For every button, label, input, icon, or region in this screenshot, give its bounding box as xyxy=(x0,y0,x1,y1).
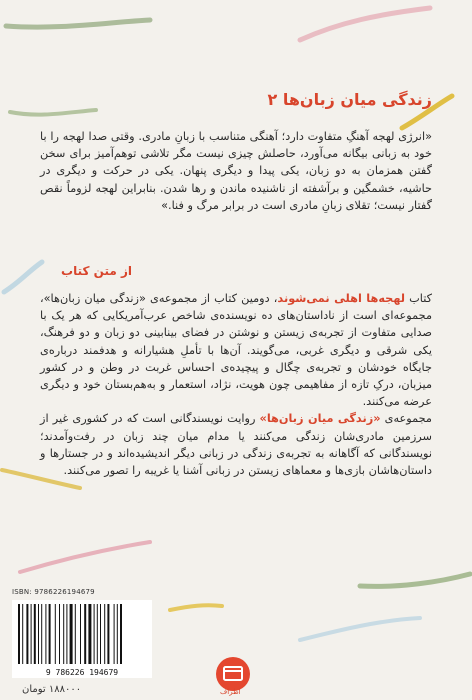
barcode-bar xyxy=(49,604,51,664)
barcode-bar xyxy=(114,604,115,664)
publisher-name: اطراف xyxy=(220,688,241,696)
barcode-bar xyxy=(41,604,42,664)
barcode-bar xyxy=(84,604,86,664)
barcode-bar xyxy=(80,604,81,664)
barcode-bar xyxy=(26,604,28,664)
barcode-bar xyxy=(66,604,67,664)
barcode-bar xyxy=(45,604,46,664)
barcode-bar xyxy=(88,604,91,664)
barcode-bar xyxy=(55,604,56,664)
barcode-bar xyxy=(75,604,76,664)
series-title xyxy=(267,90,432,109)
barcode-bar xyxy=(97,604,98,664)
quote-paragraph: «انرژی لهجه آهنگِ متفاوت دارد؛ آهنگی متناسب با زبانِ مادری. وقتی صدا لهجه را با خود به زبانی بیگانه می‌آورد، حاصلش چیزی نیست مگر تلاشی توهم‌آمیز برای سخن گفتن همزمان به دو زبان، یکی پیدا و دیگری پنهان. یکی در حرکت و دیگری در حاشیه، خشمگین و برآشفته از ناشنیده ماندن و رها شدن. بنابراین لهجه لزوماً نقص گفتار نیست؛ تقلای زبانِ مادری است در برابر مرگ و فنا.» xyxy=(40,130,432,212)
barcode-bar xyxy=(120,604,122,664)
barcode-bar xyxy=(100,604,101,664)
desc-p2-before: مجموعه‌ی xyxy=(380,412,432,426)
barcode-bar xyxy=(63,604,64,664)
desc-p1-before: کتاب xyxy=(405,292,432,305)
barcode-bar xyxy=(18,604,20,664)
quote-source: از متن کتاب xyxy=(61,264,132,278)
barcode-bar xyxy=(117,604,118,664)
barcode-bar xyxy=(22,604,23,664)
barcode-bar xyxy=(107,604,109,664)
price: ۱۸۸۰۰۰ تومان xyxy=(22,684,82,695)
barcode-bar xyxy=(31,604,32,664)
series-title-text: زندگی میان زبان‌ها xyxy=(282,90,432,109)
isbn-label: ISBN: 9786226194679 xyxy=(12,588,95,596)
barcode-bar xyxy=(34,604,36,664)
barcode-bar xyxy=(59,604,60,664)
barcode-bar xyxy=(38,604,39,664)
series-number: ۲ xyxy=(267,90,278,109)
barcode xyxy=(12,600,152,678)
barcode-bar xyxy=(104,604,105,664)
series-name-highlight: «زندگی میان زبان‌ها» xyxy=(259,412,381,426)
publisher-logo xyxy=(215,656,251,692)
desc-p2-after: روایت نویسندگانی است که در کشوری غیر از سرزمین مادری‌شان زندگی می‌کنند یا مدام میان چند زبان در رفت‌وآمدند؛ نویسندگانی که آگاهانه به تجربه‌ی زندگی در زبانی دیگر اندیشیده‌اند و در جستارها و داستان‌هاشان بازی‌ها و معماهای زیستن در زبانی آشنا یا غریبه را تصور می‌کنند. xyxy=(40,412,432,478)
book-description xyxy=(40,290,432,479)
barcode-bar xyxy=(70,604,73,664)
desc-p1-after: ، دومین کتاب از مجموعه‌ی «زندگی میان زبان‌ها»، مجموعه‌ای است از ناداستان‌های ده نویسنده‌ی شاخص عرب‌آمریکایی که هر یک با صدایی متفاوت از تجربه‌ی زیستن و نوشتن در فضای بینابینی دو زبان و دو فرهنگ، یکی شرقی و دیگری غربی، می‌گویند. آن‌ها با تأملِ هشیارانه و هدفمند درباره‌ی جایگاه خودشان و تجربه‌ی چگال و پیچیده‌ی احساس غربت در وطن و در کشور میزبان، درکِ تازه از مفاهیمی چون هویت، نژاد، استعمار و به‌هم‌بستان خود و دیگری عرضه می‌کنند. xyxy=(40,292,432,409)
barcode-bar xyxy=(94,604,95,664)
barcode-digits: 9 786226 194679 xyxy=(45,668,119,677)
book-title-highlight: لهجه‌ها اهلی نمی‌شوند xyxy=(277,292,406,305)
